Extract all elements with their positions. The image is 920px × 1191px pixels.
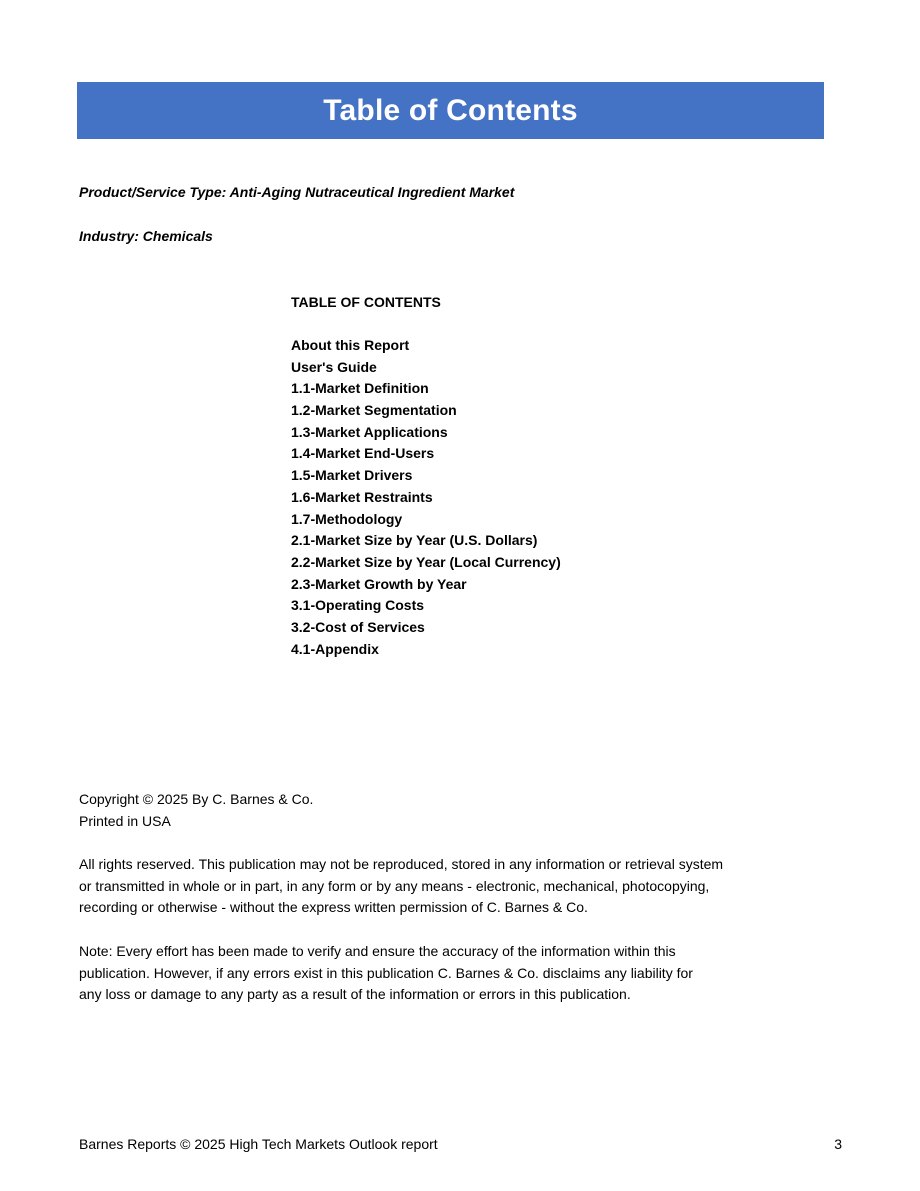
- toc-item: 2.3-Market Growth by Year: [291, 575, 467, 592]
- rights-paragraph: [79, 854, 799, 919]
- toc-item: 1.5-Market Drivers: [291, 467, 413, 484]
- toc-item: About this Report: [291, 337, 410, 353]
- toc-item: 1.2-Market Segmentation: [291, 402, 457, 419]
- page-number: 3: [834, 1136, 842, 1152]
- toc-item: User's Guide: [291, 358, 377, 375]
- toc-item: 2.1-Market Size by Year (U.S. Dollars): [291, 532, 538, 549]
- toc-item: 1.6-Market Restraints: [291, 488, 433, 505]
- toc-item: 4.1-Appendix: [291, 640, 379, 657]
- title-banner: [77, 82, 824, 139]
- toc-item: 1.1-Market Definition: [291, 380, 429, 397]
- toc-item: 2.2-Market Size by Year (Local Currency): [291, 553, 561, 570]
- copyright-block: [79, 789, 799, 832]
- toc-item: 3.1-Operating Costs: [291, 597, 425, 614]
- printed-line: Printed in USA: [79, 812, 171, 829]
- page-title: Table of Contents: [323, 93, 578, 127]
- toc-heading: TABLE OF CONTENTS: [291, 294, 441, 310]
- note-paragraph: [79, 941, 799, 1006]
- industry-line: Industry: Chemicals: [79, 228, 213, 244]
- toc-item: 1.7-Methodology: [291, 510, 403, 527]
- rights-text: All rights reserved. This publication may not be reproduced, stored in any information or retrieval system or transmitted in whole or in part, in any form or by any means - electronic, mechanical, photocopying, recording or otherwise - without the express written permission of C. Barnes & Co.: [79, 856, 724, 916]
- product-type-line: Product/Service Type: Anti-Aging Nutraceutical Ingredient Market: [79, 184, 515, 200]
- toc-item: 1.3-Market Applications: [291, 423, 448, 440]
- footer-text: Barnes Reports © 2025 High Tech Markets Outlook report: [79, 1136, 438, 1152]
- copyright-line: Copyright © 2025 By C. Barnes & Co.: [79, 791, 314, 807]
- note-text: Note: Every effort has been made to verify and ensure the accuracy of the information within this publication. However, if any errors exist in this publication C. Barnes & Co. disclaims any liability for any loss or damage to any party as a result of the information or errors in this publication.: [79, 943, 693, 1003]
- toc-item: 3.2-Cost of Services: [291, 618, 425, 635]
- toc-list: [291, 335, 561, 660]
- toc-item: 1.4-Market End-Users: [291, 445, 435, 462]
- toc-section: [291, 292, 561, 660]
